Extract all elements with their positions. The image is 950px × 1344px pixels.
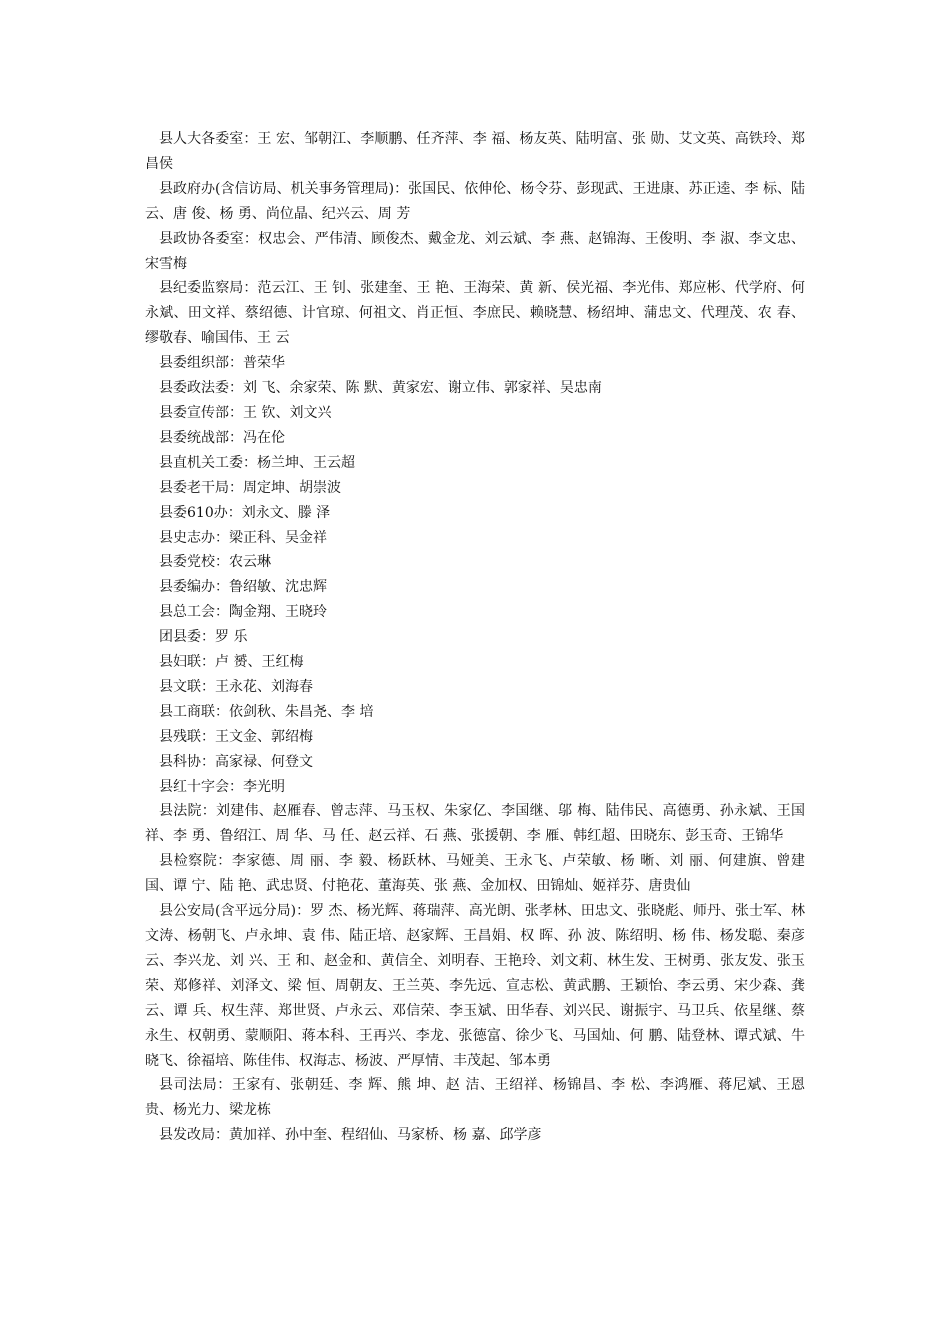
entry-court: 县法院：刘建伟、赵雁春、曾志萍、马玉权、朱家亿、李国继、邬 梅、陆伟民、高德勇、孙永斌、王国祥、李 勇、鲁绍江、周 华、马 任、赵云祥、石 燕、张援朝、李 雁、韩红超、田晓东、彭玉奇、王锦华 bbox=[145, 803, 805, 845]
entry-party-school: 县委党校：农云琳 bbox=[159, 554, 271, 571]
entry-womens-federation: 县妇联：卢 赟、王红梅 bbox=[159, 654, 304, 671]
entry-county-npc-committees: 县人大各委室：王 宏、邹朝江、李顺鹏、任齐萍、李 福、杨友英、陆明富、张 勋、艾文英、高铁玲、郑昌侯 bbox=[145, 131, 805, 172]
entry-justice-bureau: 县司法局：王家有、张朝廷、李 辉、熊 坤、赵 洁、王绍祥、杨锦昌、李 松、李鸿雁、蒋尼斌、王恩贵、杨光力、梁龙栋 bbox=[145, 1077, 805, 1119]
entry-organization-dept: 县委组织部：普荣华 bbox=[159, 355, 285, 372]
entry-history-office: 县史志办：梁正科、吴金祥 bbox=[159, 529, 327, 546]
entry-veteran-cadres-bureau: 县委老干局：周定坤、胡崇波 bbox=[159, 479, 341, 496]
entry-arts-federation: 县文联：王永花、刘海春 bbox=[159, 678, 313, 695]
entry-procuratorate: 县检察院：李家德、周 丽、李 毅、杨跃林、马娅美、王永飞、卢荣敏、杨 晰、刘 丽、何建旗、曾建国、谭 宁、陆 艳、武忠贤、付艳花、董海英、张 燕、金加权、田锦灿、姬祥芬、唐贵仙 bbox=[145, 853, 805, 895]
entry-discipline-inspection: 县纪委监察局：范云江、王 钊、张建奎、王 艳、王海荣、黄 新、侯光福、李光伟、郑应彬、代学府、何永斌、田文祥、蔡绍德、计官琼、何祖文、肖正恒、李庶民、赖晓慧、杨绍坤、蒲忠文、代理茂、农 春、缪敬春、喻国伟、王 云 bbox=[145, 280, 805, 347]
entry-red-cross: 县红十字会：李光明 bbox=[159, 778, 285, 795]
entry-trade-union: 县总工会：陶金翔、王晓玲 bbox=[159, 604, 327, 621]
entry-political-legal-committee: 县委政法委：刘 飞、余家荣、陈 默、黄家宏、谢立伟、郭家祥、吴忠南 bbox=[159, 380, 602, 397]
entry-publicity-dept: 县委宣传部：王 钦、刘文兴 bbox=[159, 404, 332, 421]
entry-610-office: 县委610办：刘永文、滕 泽 bbox=[159, 504, 331, 521]
entry-public-security-bureau: 县公安局(含平远分局)：罗 杰、杨光辉、蒋瑞萍、高光朗、张孝林、田忠文、张晓彪、师丹、张士军、林文涛、杨朝飞、卢永坤、袁 伟、陆正培、赵家辉、王昌娟、权 晖、孙 波、陈绍明、杨 伟、杨发聪、秦彦云、李兴龙、刘 兴、王 和、赵金和、黄信全、刘明春、王艳玲、刘文莉、林生发、王树勇、张友发、张玉荣、郑修祥、刘泽文、梁 恒、周朝友、王兰英、李先远、宣志松、黄武鹏、王颖怡、李云勇、宋少森、龚 云、谭 兵、权生萍、郑世贤、卢永云、邓信荣、李玉斌、田华春、刘兴民、谢振宇、马卫兵、依星继、蔡永生、权朝勇、蒙顺阳、蒋本科、王再兴、李龙、张德富、徐少飞、马国灿、何 鹏、陆登林、谭式斌、牛晓飞、徐福培、陈佳伟、权海志、杨波、严厚情、丰茂起、邹本勇 bbox=[145, 903, 805, 1069]
entry-organs-work-committee: 县直机关工委：杨兰坤、王云超 bbox=[159, 454, 355, 471]
entry-development-reform-bureau: 县发改局：黄加祥、孙中奎、程绍仙、马家桥、杨 嘉、邱学彦 bbox=[159, 1127, 542, 1144]
entry-united-front-dept: 县委统战部：冯在伦 bbox=[159, 429, 285, 446]
entry-staffing-office: 县委编办：鲁绍敏、沈忠辉 bbox=[159, 579, 327, 596]
entry-science-association: 县科协：高家禄、何登文 bbox=[159, 753, 313, 770]
name-list bbox=[145, 127, 805, 1148]
entry-industry-commerce-federation: 县工商联：依剑秋、朱昌尧、李 培 bbox=[159, 703, 374, 720]
entry-county-government-office: 县政府办(含信访局、机关事务管理局)：张国民、依伸伦、杨令芬、彭现武、王进康、苏正逵、李 标、陆 云、唐 俊、杨 勇、尚位晶、纪兴云、周 芳 bbox=[145, 180, 805, 222]
entry-youth-league: 团县委：罗 乐 bbox=[159, 629, 248, 646]
entry-county-cppcc-committees: 县政协各委室：权忠会、严伟清、顾俊杰、戴金龙、刘云斌、李 燕、赵锦海、王俊明、李 淑、李文忠、宋雪梅 bbox=[145, 230, 805, 272]
entry-disabled-federation: 县残联：王文金、郭绍梅 bbox=[159, 728, 313, 745]
